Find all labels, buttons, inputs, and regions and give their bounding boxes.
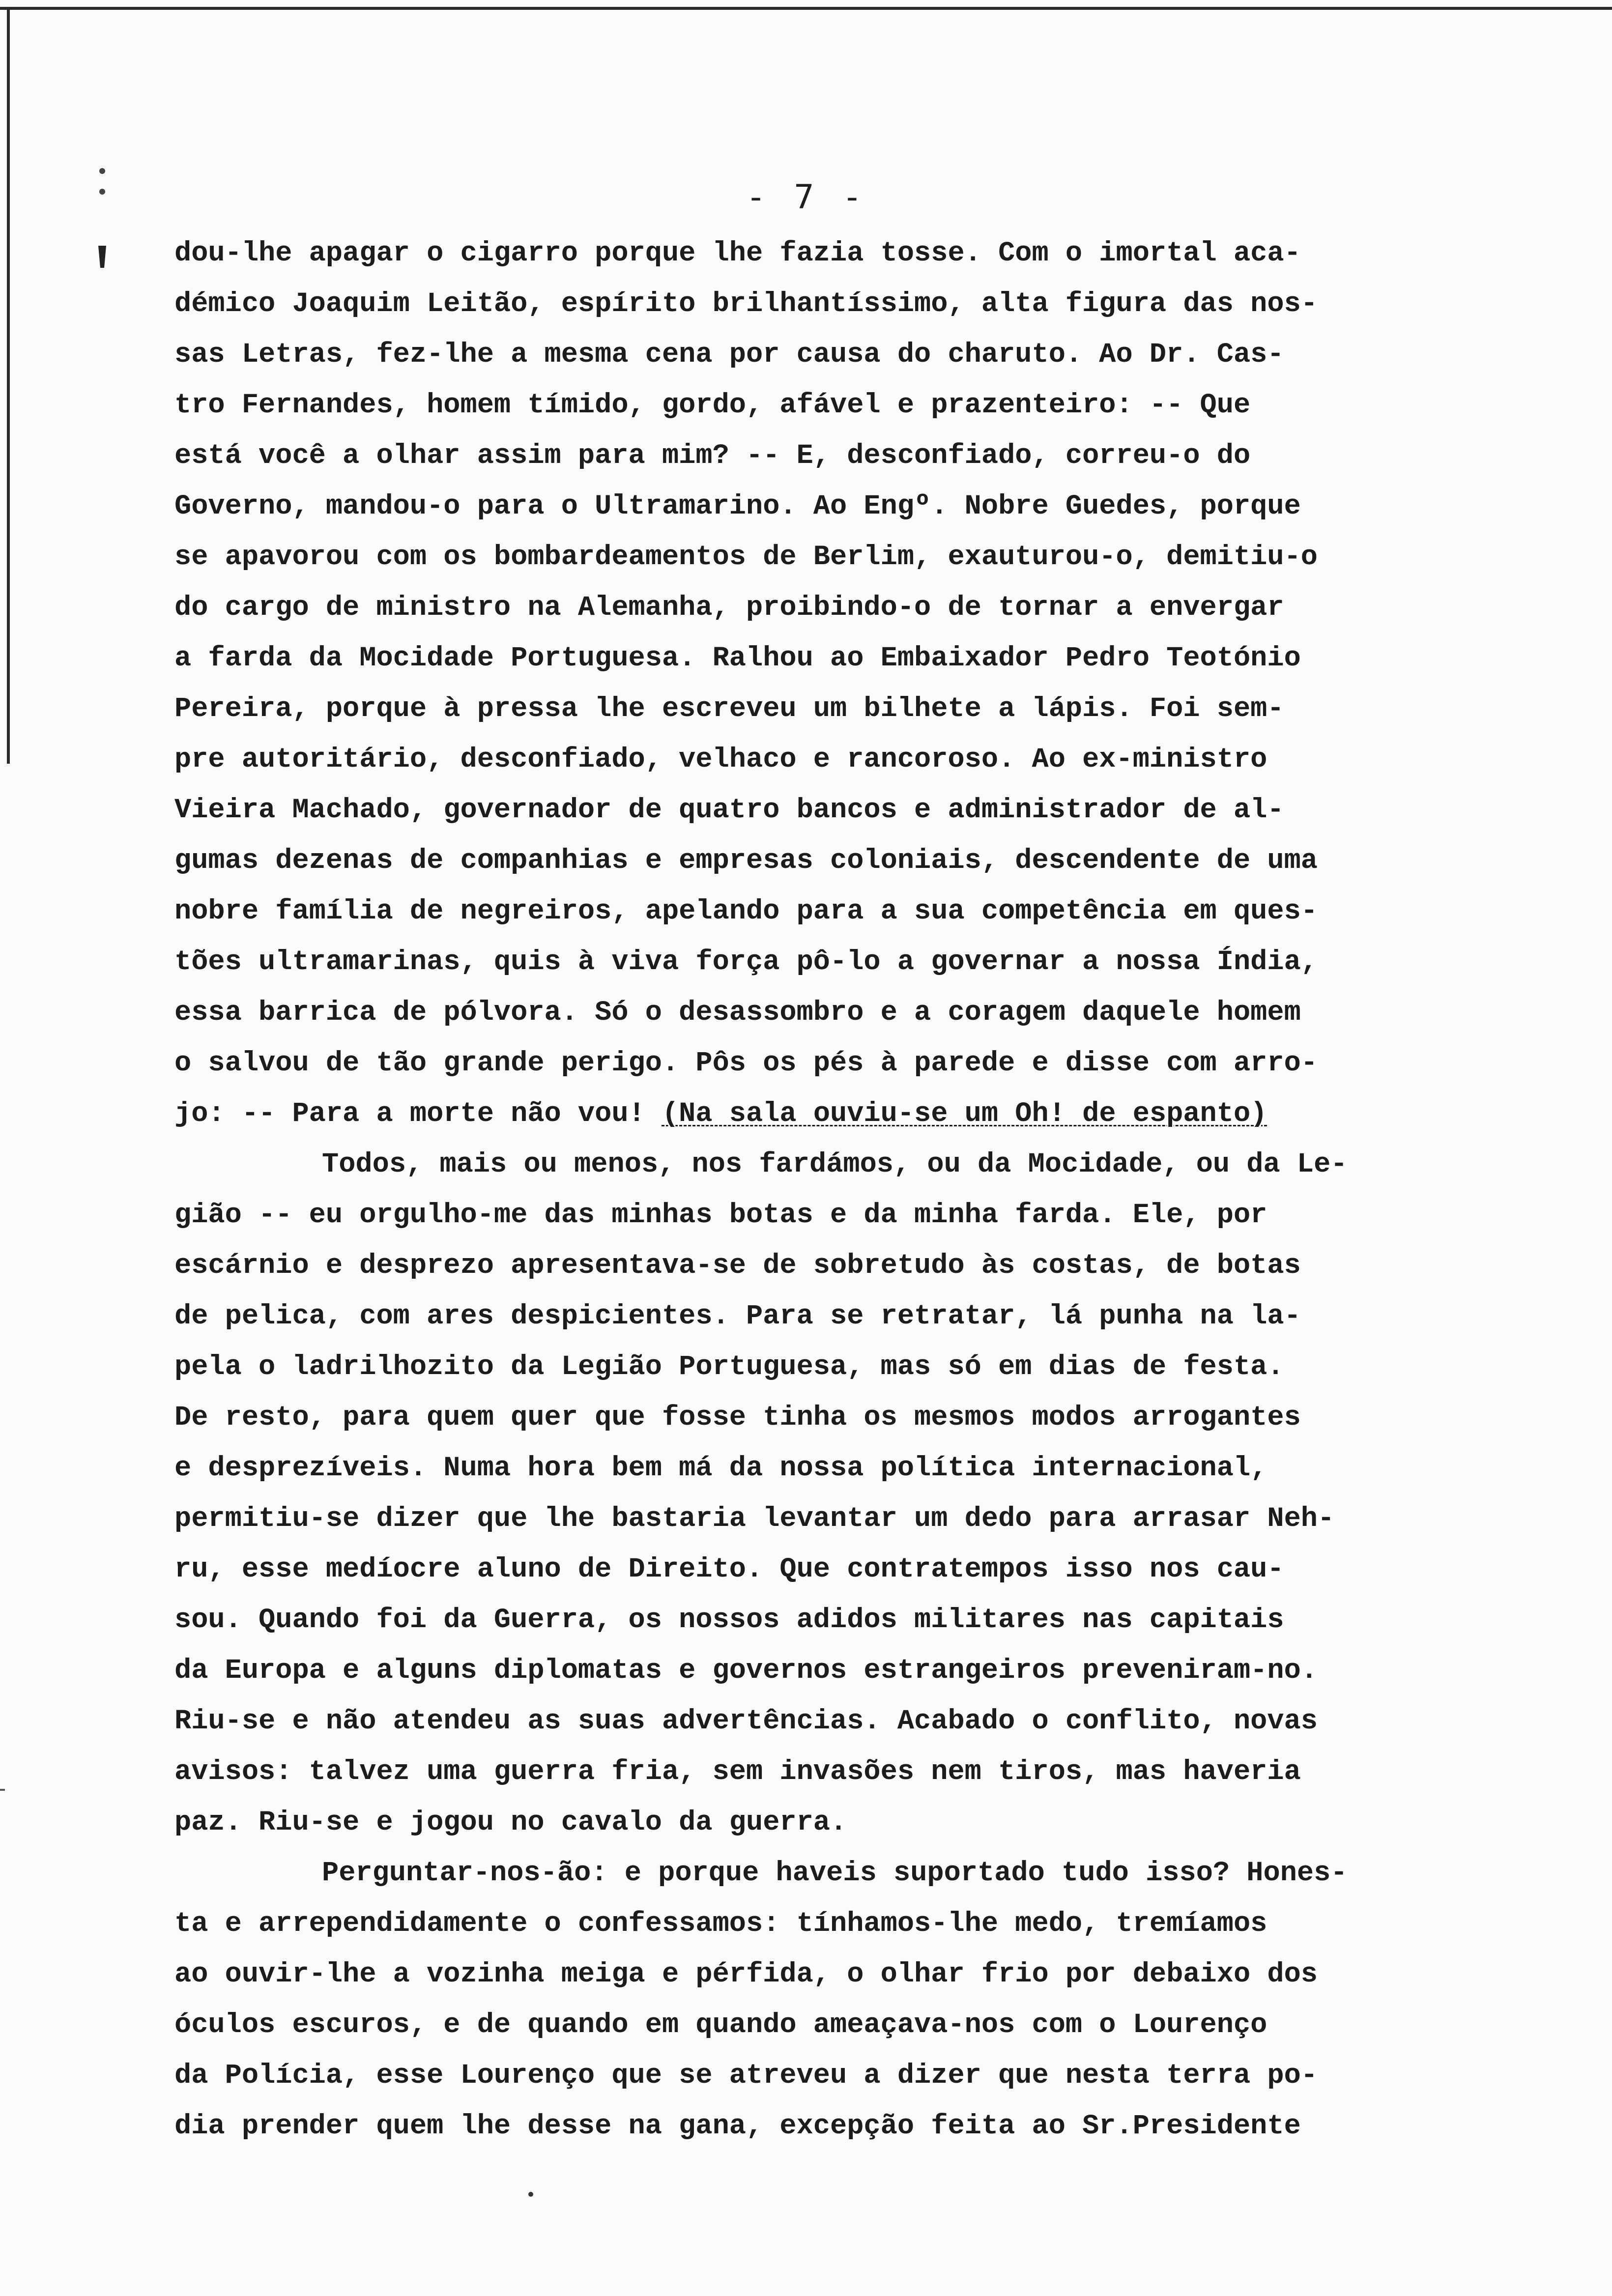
text-line-with-aside — [174, 1089, 1560, 1140]
page-number: - 7 - — [746, 178, 866, 217]
text-line: está você a olhar assim para mim? -- E, desconfiado, correu-o do — [174, 440, 1251, 472]
text-line: gumas dezenas de companhias e empresas coloniais, descendente de uma — [174, 845, 1318, 877]
text-line: de pelica, com ares despicientes. Para se retratar, lá punha na la- — [174, 1301, 1301, 1332]
text-line: De resto, para quem quer que fosse tinha os mesmos modos arrogantes — [174, 1402, 1301, 1434]
scan-edge-mark — [0, 1789, 5, 1791]
text-line: o salvou de tão grande perigo. Pôs os pés à parede e disse com arro- — [174, 1048, 1318, 1079]
text-line: ao ouvir-lhe a vozinha meiga e pérfida, o olhar frio por debaixo dos — [174, 1959, 1318, 1990]
text-line: Riu-se e não atendeu as suas advertências. Acabado o conflito, novas — [174, 1706, 1318, 1737]
text-line: escárnio e desprezo apresentava-se de sobretudo às costas, de botas — [174, 1250, 1301, 1282]
text-line: óculos escuros, e de quando em quando ameaçava-nos com o Lourenço — [174, 2009, 1267, 2041]
text-line: démico Joaquim Leitão, espírito brilhantíssimo, alta figura das nos- — [174, 288, 1318, 320]
paragraph — [174, 1140, 1560, 1848]
ink-speck — [528, 2192, 533, 2197]
text-line: Vieira Machado, governador de quatro bancos e administrador de al- — [174, 795, 1284, 826]
text-line: gião -- eu orgulho-me das minhas botas e da minha farda. Ele, por — [174, 1200, 1267, 1231]
text-line: e desprezíveis. Numa hora bem má da nossa política internacional, — [174, 1453, 1267, 1484]
text-line-indented: Todos, mais ou menos, nos fardámos, ou da Mocidade, ou da Le- — [322, 1149, 1348, 1180]
text-line: ru, esse medíocre aluno de Direito. Que contratempos isso nos cau- — [174, 1554, 1284, 1585]
text-line: dia prender quem lhe desse na gana, excepção feita ao Sr.Presidente — [174, 2111, 1301, 2142]
text-line: tões ultramarinas, quis à viva força pô-lo a governar a nossa Índia, — [174, 947, 1318, 978]
text-line: dou-lhe apagar o cigarro porque lhe fazia tosse. Com o imortal aca- — [174, 238, 1301, 269]
text-line: sou. Quando foi da Guerra, os nossos adidos militares nas capitais — [174, 1605, 1284, 1636]
scan-edge-left — [7, 7, 10, 764]
text-line: avisos: talvez uma guerra fria, sem invasões nem tiros, mas haveria — [174, 1756, 1301, 1788]
text-line: nobre família de negreiros, apelando para a sua competência em ques- — [174, 896, 1318, 927]
text-line: a farda da Mocidade Portuguesa. Ralhou ao Embaixador Pedro Teotónio — [174, 643, 1301, 674]
text-line: pela o ladrilhozito da Legião Portuguesa, mas só em dias de festa. — [174, 1351, 1284, 1383]
text-line: se apavorou com os bombardeamentos de Berlim, exauturou-o, demitiu-o — [174, 542, 1318, 573]
text-line: pre autoritário, desconfiado, velhaco e rancoroso. Ao ex-ministro — [174, 744, 1267, 775]
text-line-indented: Perguntar-nos-ão: e porque haveis suportado tudo isso? Hones- — [322, 1858, 1348, 1889]
text-line: ta e arrependidamente o confessamos: tínhamos-lhe medo, tremíamos — [174, 1908, 1267, 1940]
paragraph — [174, 1848, 1560, 2152]
paragraph — [174, 229, 1560, 1140]
document-body — [174, 229, 1560, 2152]
text-line: do cargo de ministro na Alemanha, proibindo-o de tornar a envergar — [174, 592, 1284, 624]
underlined-aside: (Na sala ouviu-se um Oh! de espanto) — [662, 1098, 1267, 1130]
text-line: essa barrica de pólvora. Só o desassombro e a coragem daquele homem — [174, 997, 1301, 1029]
text-line: permitiu-se dizer que lhe bastaria levantar um dedo para arrasar Neh- — [174, 1503, 1335, 1535]
text-line: tro Fernandes, homem tímido, gordo, afável e prazenteiro: -- Que — [174, 390, 1251, 421]
text-line: da Europa e alguns diplomatas e governos estrangeiros preveniram-no. — [174, 1655, 1318, 1687]
text-line: Pereira, porque à pressa lhe escreveu um bilhete a lápis. Foi sem- — [174, 693, 1284, 725]
text-line: paz. Riu-se e jogou no cavalo da guerra. — [174, 1807, 847, 1838]
scan-edge-top — [0, 7, 1612, 10]
text-line: da Polícia, esse Lourenço que se atreveu a dizer que nesta terra po- — [174, 2060, 1318, 2092]
text-line: Governo, mandou-o para o Ultramarino. Ao Engº. Nobre Guedes, porque — [174, 491, 1301, 522]
text-line: sas Letras, fez-lhe a mesma cena por causa do charuto. Ao Dr. Cas- — [174, 339, 1284, 371]
text-line-start: jo: -- Para a morte não vou! — [174, 1098, 662, 1130]
